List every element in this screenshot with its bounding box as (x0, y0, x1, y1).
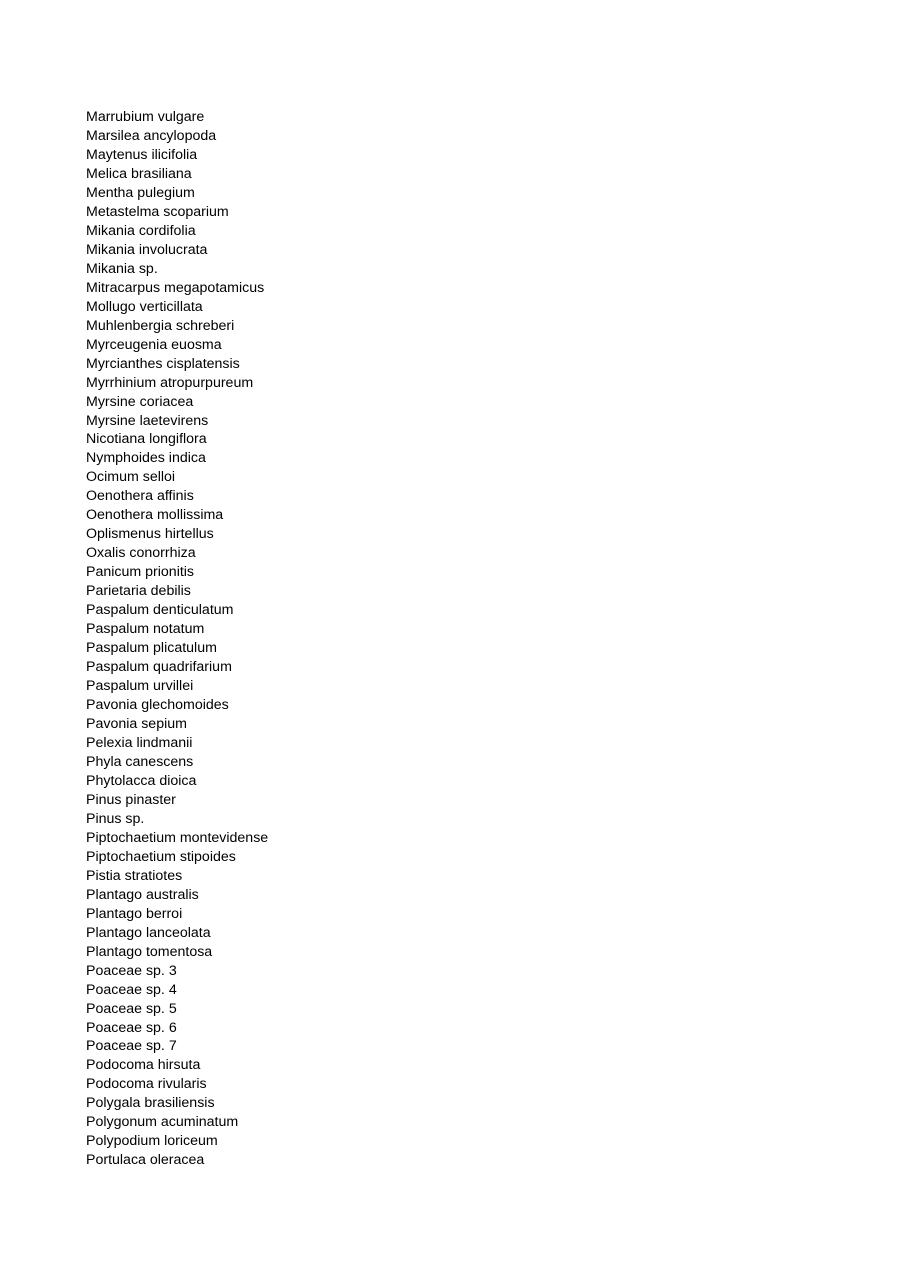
species-item: Phytolacca dioica (86, 772, 197, 789)
species-item: Podocoma rivularis (86, 1076, 207, 1093)
species-item: Pistia stratiotes (86, 867, 183, 884)
species-item: Myrrhinium atropurpureum (86, 374, 254, 391)
species-item: Mikania cordifolia (86, 222, 196, 239)
species-item: Podocoma hirsuta (86, 1057, 201, 1074)
species-item: Myrsine laetevirens (86, 412, 209, 429)
species-item: Paspalum notatum (86, 621, 205, 638)
species-item: Mitracarpus megapotamicus (86, 279, 265, 296)
species-item: Plantago australis (86, 886, 199, 903)
species-item: Ocimum selloi (86, 469, 176, 486)
species-item: Paspalum quadrifarium (86, 659, 232, 676)
species-item: Metastelma scoparium (86, 203, 229, 220)
species-item: Poaceae sp. 7 (86, 1038, 177, 1055)
species-item: Myrceugenia euosma (86, 336, 222, 353)
species-item: Piptochaetium montevidense (86, 829, 269, 846)
species-item: Parietaria debilis (86, 583, 191, 600)
species-item: Poaceae sp. 5 (86, 1000, 177, 1017)
species-item: Mikania sp. (86, 260, 158, 277)
species-item: Polygonum acuminatum (86, 1114, 239, 1131)
species-item: Mollugo verticillata (86, 298, 203, 315)
species-item: Paspalum denticulatum (86, 602, 234, 619)
species-item: Nymphoides indica (86, 450, 206, 467)
species-item: Melica brasiliana (86, 165, 192, 182)
species-item: Pelexia lindmanii (86, 734, 193, 751)
species-item: Muhlenbergia schreberi (86, 317, 235, 334)
species-item: Poaceae sp. 4 (86, 981, 177, 998)
species-item: Paspalum plicatulum (86, 640, 217, 657)
species-item: Plantago berroi (86, 905, 183, 922)
species-item: Polygala brasiliensis (86, 1095, 215, 1112)
species-item: Myrcianthes cisplatensis (86, 355, 240, 372)
species-item: Oxalis conorrhiza (86, 545, 196, 562)
species-item: Pavonia sepium (86, 716, 187, 732)
species-item: Phyla canescens (86, 753, 194, 770)
species-item: Polypodium loriceum (86, 1133, 218, 1150)
species-item: Oenothera mollissima (86, 507, 224, 524)
species-item: Piptochaetium stipoides (86, 848, 236, 865)
species-item: Pinus pinaster (86, 791, 176, 808)
species-list (86, 108, 268, 1170)
species-item: Mikania involucrata (86, 241, 208, 258)
species-item: Nicotiana longiflora (86, 431, 207, 448)
species-item: Plantago tomentosa (86, 943, 213, 960)
species-item: Panicum prionitis (86, 564, 195, 581)
species-item: Plantago lanceolata (86, 924, 211, 941)
species-item: Marrubium vulgare (86, 109, 205, 125)
species-item: Myrsine coriacea (86, 393, 194, 410)
species-item: Pinus sp. (86, 810, 145, 827)
species-item: Poaceae sp. 3 (86, 962, 177, 979)
species-item: Mentha pulegium (86, 184, 195, 201)
species-item: Poaceae sp. 6 (86, 1019, 177, 1036)
species-item: Paspalum urvillei (86, 678, 194, 695)
species-item: Portulaca oleracea (86, 1152, 205, 1169)
species-item: Maytenus ilicifolia (86, 146, 198, 163)
species-item: Oplismenus hirtellus (86, 526, 214, 543)
species-item: Pavonia glechomoides (86, 697, 229, 714)
species-item: Oenothera affinis (86, 488, 194, 505)
species-item: Marsilea ancylopoda (86, 127, 217, 144)
